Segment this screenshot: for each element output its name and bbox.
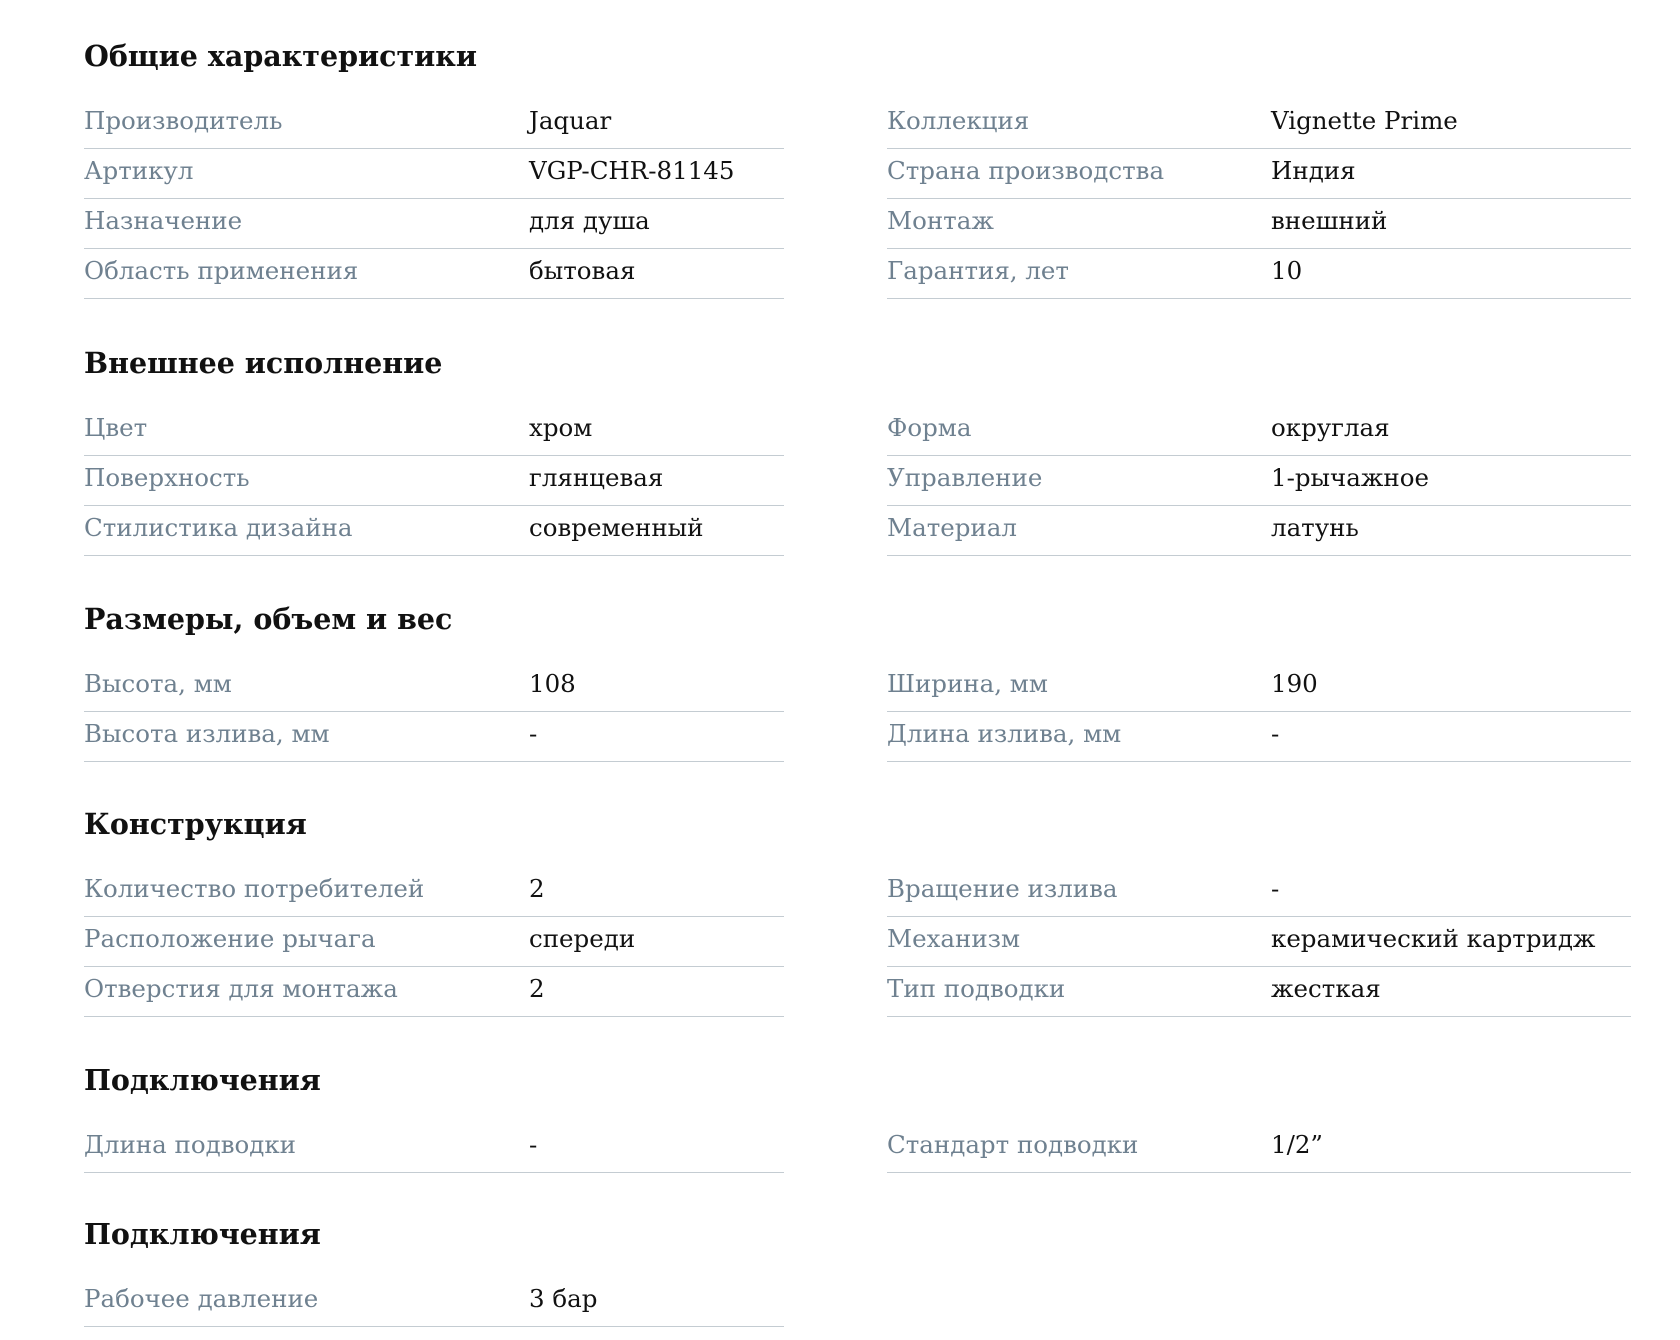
spec-value: внешний: [1271, 206, 1388, 235]
spec-label: Назначение: [84, 206, 243, 235]
spec-value: -: [1271, 874, 1280, 903]
spec-row: [84, 712, 784, 762]
spec-row: [887, 149, 1631, 199]
spec-label: Высота излива, мм: [84, 719, 330, 748]
spec-row: [887, 662, 1631, 712]
spec-label: Поверхность: [84, 463, 250, 492]
spec-label: Стилистика дизайна: [84, 513, 353, 542]
section-title: Конструкция: [84, 807, 307, 841]
spec-value: 190: [1271, 669, 1318, 698]
spec-value: для душа: [529, 206, 650, 235]
spec-label: Высота, мм: [84, 669, 232, 698]
spec-value: керамический картридж: [1271, 924, 1596, 953]
spec-row: [84, 662, 784, 712]
spec-value: жесткая: [1271, 974, 1381, 1003]
spec-label: Рабочее давление: [84, 1284, 319, 1313]
spec-label: Длина подводки: [84, 1130, 296, 1159]
spec-row: [887, 506, 1631, 556]
spec-label: Форма: [887, 413, 972, 442]
spec-row: [84, 99, 784, 149]
spec-label: Стандарт подводки: [887, 1130, 1139, 1159]
spec-row: [887, 967, 1631, 1017]
spec-label: Механизм: [887, 924, 1021, 953]
spec-row: [887, 867, 1631, 917]
spec-value: 108: [529, 669, 576, 698]
spec-label: Отверстия для монтажа: [84, 974, 398, 1003]
spec-value: 1-рычажное: [1271, 463, 1429, 492]
spec-value: 2: [529, 974, 545, 1003]
spec-label: Артикул: [84, 156, 194, 185]
spec-label: Монтаж: [887, 206, 994, 235]
spec-row: [887, 1123, 1631, 1173]
spec-row: [887, 406, 1631, 456]
spec-row: [84, 1123, 784, 1173]
spec-value: бытовая: [529, 256, 636, 285]
spec-value: округлая: [1271, 413, 1390, 442]
spec-value: 10: [1271, 256, 1303, 285]
spec-value: Индия: [1271, 156, 1356, 185]
spec-label: Производитель: [84, 106, 283, 135]
spec-value: 3 бар: [529, 1284, 598, 1313]
spec-row: [84, 199, 784, 249]
spec-row: [887, 712, 1631, 762]
spec-row: [84, 249, 784, 299]
spec-row: [84, 1277, 784, 1327]
spec-value: современный: [529, 513, 704, 542]
spec-label: Тип подводки: [887, 974, 1066, 1003]
spec-label: Управление: [887, 463, 1043, 492]
spec-label: Длина излива, мм: [887, 719, 1122, 748]
spec-row: [84, 917, 784, 967]
spec-label: Область применения: [84, 256, 359, 285]
spec-label: Количество потребителей: [84, 874, 425, 903]
spec-value: хром: [529, 413, 593, 442]
spec-value: VGP-CHR-81145: [529, 156, 735, 185]
spec-label: Гарантия, лет: [887, 256, 1069, 285]
spec-value: -: [529, 1130, 538, 1159]
spec-label: Цвет: [84, 413, 148, 442]
spec-label: Страна производства: [887, 156, 1165, 185]
spec-label: Вращение излива: [887, 874, 1118, 903]
spec-value: -: [1271, 719, 1280, 748]
spec-value: Vignette Prime: [1271, 106, 1458, 135]
spec-row: [887, 917, 1631, 967]
spec-value: Jaquar: [529, 106, 612, 135]
spec-row: [84, 406, 784, 456]
section-title: Общие характеристики: [84, 39, 478, 73]
spec-value: латунь: [1271, 513, 1359, 542]
spec-row: [84, 867, 784, 917]
spec-row: [84, 967, 784, 1017]
spec-value: 1/2”: [1271, 1130, 1323, 1159]
spec-row: [887, 249, 1631, 299]
spec-row: [84, 456, 784, 506]
spec-row: [887, 99, 1631, 149]
section-title: Внешнее исполнение: [84, 346, 443, 380]
spec-row: [887, 456, 1631, 506]
spec-value: 2: [529, 874, 545, 903]
section-title: Размеры, объем и вес: [84, 602, 453, 636]
spec-row: [84, 149, 784, 199]
spec-value: глянцевая: [529, 463, 664, 492]
spec-label: Расположение рычага: [84, 924, 376, 953]
spec-value: -: [529, 719, 538, 748]
spec-label: Коллекция: [887, 106, 1030, 135]
section-title: Подключения: [84, 1217, 321, 1251]
spec-row: [887, 199, 1631, 249]
spec-value: спереди: [529, 924, 636, 953]
spec-row: [84, 506, 784, 556]
section-title: Подключения: [84, 1063, 321, 1097]
spec-label: Ширина, мм: [887, 669, 1048, 698]
spec-label: Материал: [887, 513, 1017, 542]
